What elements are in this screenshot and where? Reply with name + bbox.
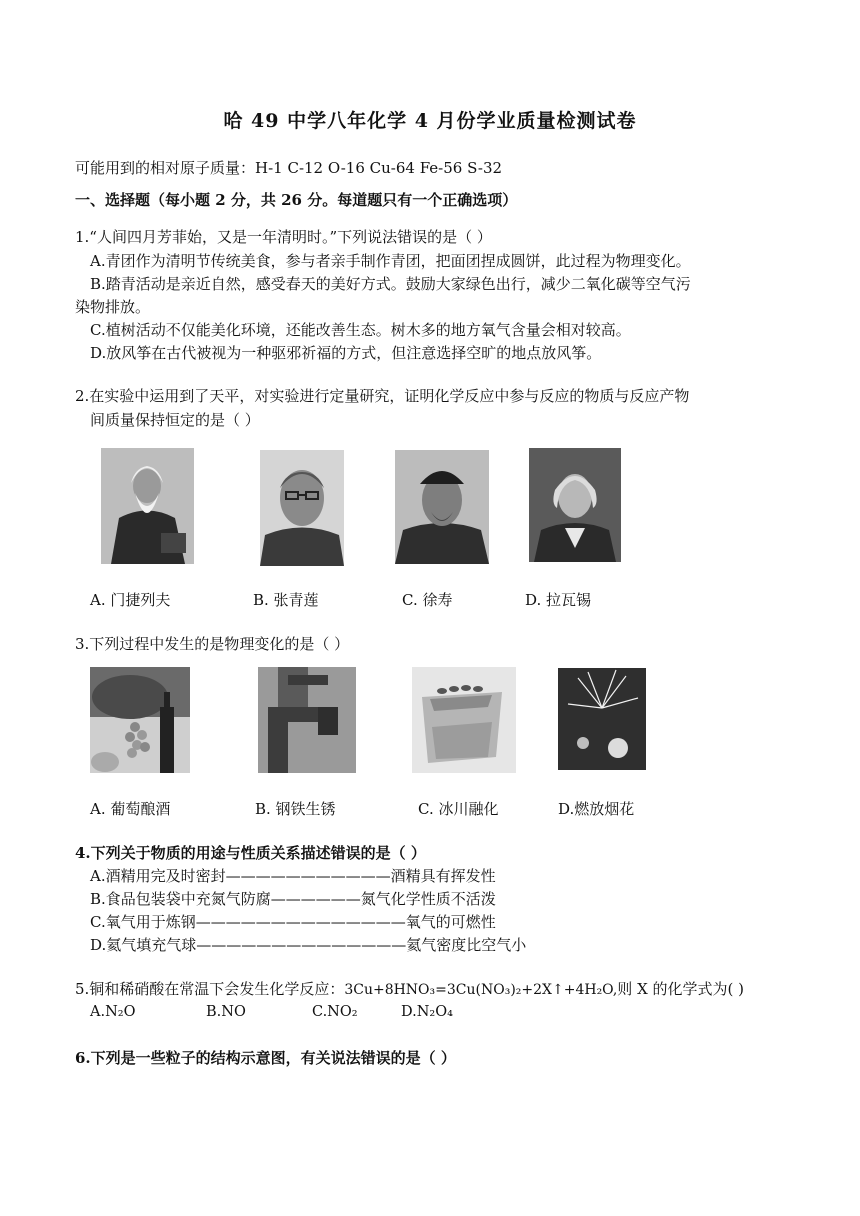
- q2-option-c: C. 徐寿: [402, 591, 453, 609]
- photo-rusty-faucet: [258, 667, 356, 773]
- section1-heading: 一、选择题（每小题 2 分，共 26 分。每道题只有一个正确选项）: [75, 191, 518, 209]
- q3-option-b: B. 钢铁生锈: [255, 800, 336, 818]
- q2-stem-line2: 间质量保持恒定的是（ ）: [90, 411, 260, 429]
- q4-stem: 4.下列关于物质的用途与性质关系描述错误的是（ ）: [75, 844, 426, 862]
- photo-glacier-melting: [412, 667, 516, 773]
- portrait-lavoisier: [529, 448, 621, 562]
- q4-option-b: B.食品包装袋中充氮气防腐——————氮气化学性质不活泼: [90, 890, 496, 908]
- q1-option-b-line2: 染物排放。: [75, 298, 151, 316]
- rusty-faucet-image: [258, 667, 356, 773]
- q2-option-d: D. 拉瓦锡: [525, 591, 592, 609]
- q3-stem: 3.下列过程中发生的是物理变化的是（ ）: [75, 635, 350, 653]
- q5-option-b: B.NO: [206, 1004, 246, 1020]
- q4-option-a: A.酒精用完及时密封———————————酒精具有挥发性: [90, 867, 496, 885]
- photo-fireworks: [558, 668, 646, 770]
- q1-stem: 1.“人间四月芳菲始，又是一年清明时。”下列说法错误的是（ ）: [75, 228, 492, 246]
- q1-option-c: C.植树活动不仅能美化环境，还能改善生态。树木多的地方氧气含量会相对较高。: [90, 321, 631, 339]
- q1-option-d: D.放风筝在古代被视为一种驱邪祈福的方式，但注意选择空旷的地点放风筝。: [90, 344, 602, 362]
- fireworks-image: [558, 668, 646, 770]
- grape-wine-image: [90, 667, 190, 773]
- q5-option-c: C.NO₂: [312, 1004, 358, 1020]
- q5-stem: [75, 978, 744, 1001]
- q5-stem-suffix: 则 X 的化学式为( ): [617, 980, 744, 998]
- q4-option-d: D.氦气填充气球——————————————氦气密度比空气小: [90, 936, 527, 954]
- page-title: 哈 49 中学八年化学 4 月份学业质量检测试卷: [223, 110, 637, 132]
- q6-stem: 6.下列是一些粒子的结构示意图，有关说法错误的是（ ）: [75, 1049, 456, 1067]
- portrait-mendeleev-image: [101, 448, 194, 564]
- q4-option-c: C.氧气用于炼钢——————————————氧气的可燃性: [90, 913, 496, 931]
- q3-option-d: D.燃放烟花: [558, 800, 635, 818]
- q3-option-a: A. 葡萄酿酒: [90, 800, 171, 818]
- q3-option-c: C. 冰川融化: [418, 800, 499, 818]
- portrait-xu-shou-image: [395, 450, 489, 564]
- q2-option-a: A. 门捷列夫: [90, 591, 171, 609]
- q1-option-a: A.青团作为清明节传统美食，参与者亲手制作青团，把面团捏成圆饼，此过程为物理变化。: [90, 252, 691, 270]
- q5-equation: 3Cu+8HNO₃=3Cu(NO₃)₂+2X↑+4H₂O,: [344, 982, 618, 998]
- atomic-mass-line: 可能用到的相对原子质量：H-1 C-12 O-16 Cu-64 Fe-56 S-32: [75, 159, 503, 177]
- portrait-zhang-qinglian-image: [260, 450, 344, 566]
- q5-stem-prefix: 5.铜和稀硝酸在常温下会发生化学反应：: [75, 980, 345, 998]
- q5-option-d: D.N₂O₄: [401, 1004, 453, 1020]
- q2-option-b: B. 张青莲: [253, 591, 319, 609]
- photo-grape-wine: [90, 667, 190, 773]
- q2-stem-line1: 2.在实验中运用到了天平，对实验进行定量研究，证明化学反应中参与反应的物质与反应产物: [75, 387, 690, 405]
- portrait-lavoisier-image: [529, 448, 621, 562]
- q5-option-a: A.N₂O: [90, 1004, 136, 1020]
- q1-option-b-line1: B.踏青活动是亲近自然，感受春天的美好方式。鼓励大家绿色出行，减少二氧化碳等空气污: [90, 275, 691, 293]
- portrait-xu-shou: [395, 450, 489, 564]
- portrait-zhang-qinglian: [260, 450, 344, 566]
- portrait-mendeleev: [101, 448, 194, 564]
- glacier-melting-image: [412, 667, 516, 773]
